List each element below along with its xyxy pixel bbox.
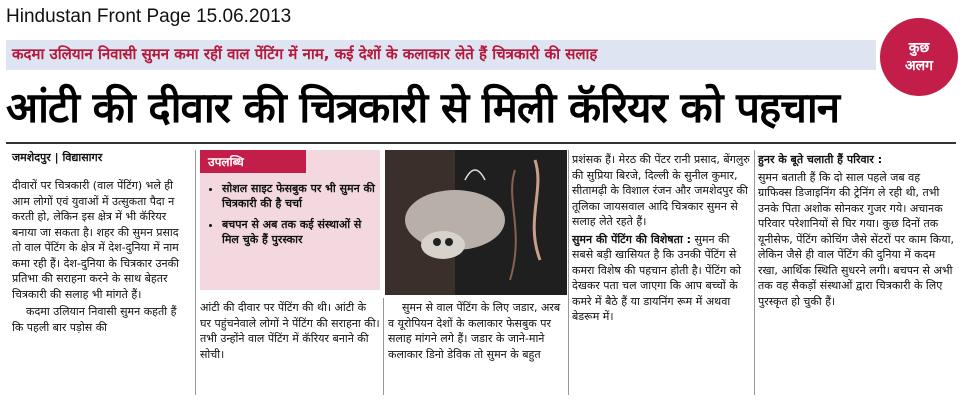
section-badge xyxy=(880,18,958,96)
highlight-item: • सोशल साइट फेसबुक पर भी सुमन की चित्रकारी की है चर्चा xyxy=(222,181,380,211)
subheading: सुमन की पेंटिंग की विशेषता : xyxy=(572,232,692,246)
article-column-4 xyxy=(572,152,750,327)
paragraph: प्रशंसक हैं। मेरठ की पेंटर रानी प्रसाद, बेंगलुरु की सुप्रिया बिरजे, दिल्ली के सुनील कुमार, सीतामढ़ी के विशाल रंजन और जमशेदपुर की तूलिका जायसवाल आदि चित्रकार सुमन से सलाह लेते रहते हैं। xyxy=(572,153,750,228)
paragraph: दीवारों पर चित्रकारी (वाल पेंटिंग) भले ही आम लोगों एवं युवाओं में उत्सुकता पैदा न करती हो, लेकिन इस क्षेत्र में भी कॅरियर बनाया जा सकता है। शहर की सुमन प्रसाद तो वाल पेंटिंग के क्षेत्र में देश-दुनिया में नाम कमा रही हैं। देश-दुनिया के चित्रकार उनकी प्रतिभा की सराहना करने के साथ बेहतर चित्रकारी की सलाह भी मांगते हैं। xyxy=(12,179,179,301)
wall-painting-illustration xyxy=(385,150,567,295)
paragraph-text: सुमन की सबसे बड़ी खासियत है कि उनकी पेंटिंग से कमरा विशेष की पहचान होती है। पेंटिंग को देखकर पता चल जाएगा कि आप बच्चों के कमरे में बैठे हैं या डायनिंग रूम में अथवा बेडरूम में। xyxy=(572,232,741,323)
highlight-list xyxy=(200,181,380,247)
article-column-2: आंटी की दीवार पर पेंटिंग की थी। आंटी के घर पहुंचनेवाले लोगों ने पेंटिंग की सराहना की। तभी उन्होंने वाल पेंटिंग में कॅरियर बनाने की सोची। xyxy=(200,301,380,361)
column-divider xyxy=(568,150,569,395)
highlight-box-title: उपलब्धि xyxy=(200,150,306,173)
column-divider xyxy=(383,298,384,395)
kicker-text: कदमा उलियान निवासी सुमन कमा रहीं वाल पेंटिंग में नाम, कई देशों के कलाकार लेते हैं चित्रकारी की सलाह xyxy=(12,45,598,63)
paragraph xyxy=(572,232,750,325)
column-divider xyxy=(754,150,755,395)
article-column-1 xyxy=(12,178,190,337)
wall-painting-photo xyxy=(385,150,567,295)
article-column-3: सुमन से वाल पेंटिंग के लिए जडार, अरब व यूरोपियन देशों के कलाकार फेसबुक पर सलाह मांगने लगे हैं। जडार के जाने-माने कलाकार डिनो डेविक तो सुमन के बहुत xyxy=(388,301,561,361)
clip-title: Hindustan Front Page 15.06.2013 xyxy=(6,6,292,27)
column-divider xyxy=(195,150,196,395)
article-column-5 xyxy=(758,152,954,311)
subheading: हुनर के बूते चलाती हैं परिवार : xyxy=(758,153,883,166)
headline: आंटी की दीवार की चित्रकारी से मिली कॅरियर को पहचान xyxy=(6,83,840,132)
highlight-box xyxy=(200,150,380,290)
divider xyxy=(6,142,956,144)
highlight-item: • बचपन से अब तक कई संस्थाओं से मिल चुके हैं पुरस्कार xyxy=(222,217,380,247)
byline: जमशेदपुर | विद्यासागर xyxy=(12,151,103,164)
paragraph: सुमन बताती हैं कि दो साल पहले जब वह ग्राफिक्स डिजाइनिंग की ट्रेनिंग ले रही थी, तभी उनके पिता अशोक सोनकर गुजर गये। अचानक परिवार परेशानियों से घिर गया। कुछ दिनों तक यूनीसेफ, पेंटिंग कोचिंग जैसे सेंटरों पर काम किया, लेकिन जैसे ही वाल पेंटिंग की दुनिया में कदम रखा, आर्थिक स्थिति सुधरने लगी। बचपन से अभी तक वह सैकड़ों संस्थाओं द्वारा चित्रकारी के लिए पुरस्कृत हो चुकी हैं। xyxy=(758,170,954,308)
badge-line2: अलग xyxy=(904,58,934,74)
badge-line1: कुछ xyxy=(908,40,930,56)
paragraph: कदमा उलियान निवासी सुमन कहती हैं कि पहली बार पड़ोस की xyxy=(12,305,177,334)
